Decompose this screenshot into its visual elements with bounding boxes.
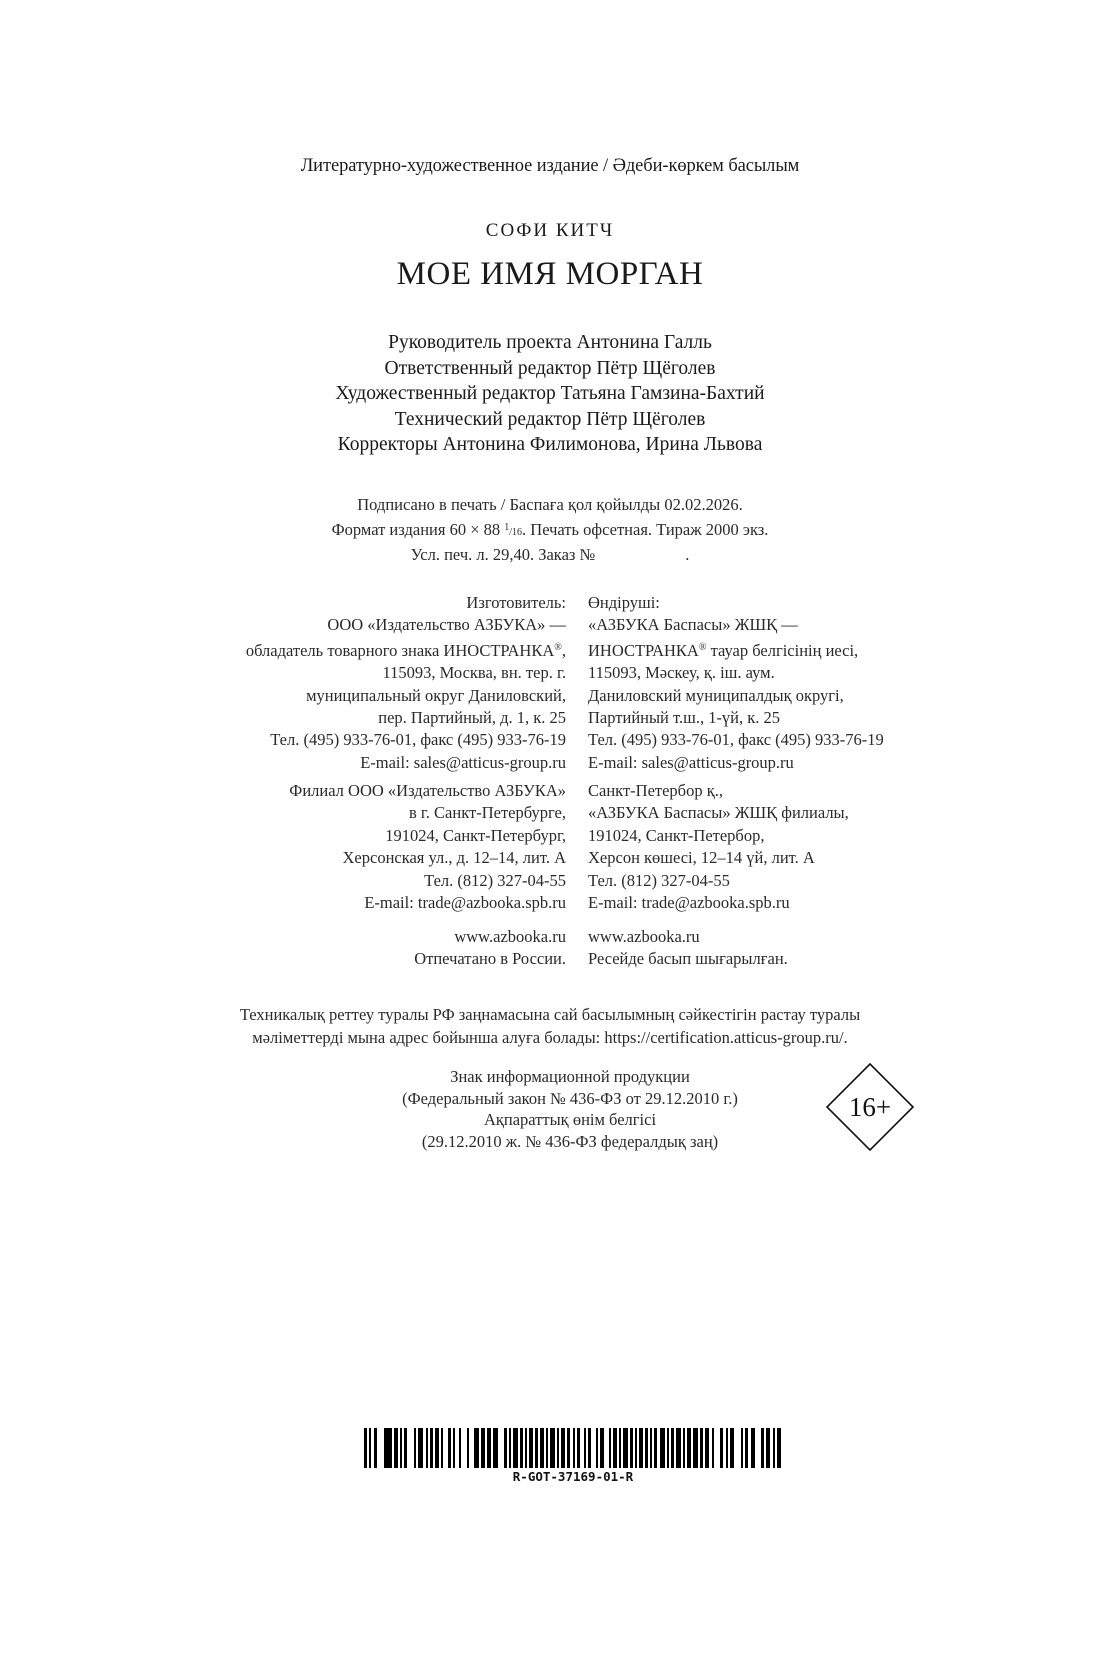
branch-name-kz: «АЗБУКА Баспасы» ЖШҚ филиалы,: [588, 803, 849, 823]
footer-kz: [588, 926, 788, 971]
registered-mark-icon: ®: [698, 641, 707, 653]
branch-street-kz: Херсон көшесі, 12–14 үй, лит. А: [588, 848, 815, 868]
printed-in-kz: Ресейде басып шығарылған.: [588, 949, 788, 969]
info-sign-title-ru: Знак информационной продукции: [450, 1067, 690, 1086]
branch-phone-kz: Тел. (812) 327-04-55: [588, 870, 730, 890]
manufacturer-district-kz: Даниловский муниципалдық округі,: [588, 685, 844, 705]
branch-postcode-kz: 191024, Санкт-Петербор,: [588, 825, 765, 845]
credit-managing-editor: Ответственный редактор Пётр Щёголев: [384, 357, 716, 379]
branch-ru: [289, 780, 566, 914]
age-rating-label: 16+: [848, 1092, 892, 1122]
info-sign-law-kz: (29.12.2010 ж. № 436-ФЗ федералдық заң): [421, 1131, 719, 1151]
credit-project-lead: Руководитель проекта Антонина Галль: [388, 332, 712, 353]
branch-name-ru: Филиал ООО «Издательство АЗБУКА»: [289, 781, 566, 800]
certification-notice: [0, 1003, 1100, 1049]
author-name: СОФИ КИТЧ: [485, 220, 615, 241]
manufacturer-phone-kz: Тел. (495) 933-76-01, факс (495) 933-76-19: [588, 730, 884, 750]
manufacturer-email-kz: E-mail: sales@atticus-group.ru: [588, 752, 794, 772]
barcode-code: R-GOT-37169-01-R: [512, 1469, 634, 1484]
manufacturer-phone-ru: Тел. (495) 933-76-01, факс (495) 933-76-19: [270, 730, 566, 750]
credit-art-editor: Художественный редактор Татьяна Гамзина-Бахтий: [335, 383, 765, 404]
branch-kz: [588, 780, 849, 914]
manufacturer-street-kz: Партийный т.ш., 1-үй, к. 25: [588, 708, 781, 728]
branch-city-kz: Санкт-Петербор қ.,: [588, 781, 723, 800]
manufacturer-trademark-ru: обладатель товарного знака ИНОСТРАНКА®,: [245, 640, 566, 660]
signed-date: Подписано в печать / Баспаға қол қойылды 02.02.2026.: [357, 495, 743, 514]
manufacturer-label-ru: Изготовитель:: [466, 593, 566, 612]
info-product-sign: [380, 1066, 760, 1152]
certification-line-1: Техникалық реттеу туралы РФ заңнамасына сай басылымның сәйкестігін растау туралы: [239, 1005, 861, 1024]
manufacturer-email-ru: E-mail: sales@atticus-group.ru: [360, 752, 566, 772]
branch-city-ru: в г. Санкт-Петербурге,: [408, 803, 566, 823]
registered-mark-icon: ®: [554, 641, 562, 653]
branch-phone-ru: Тел. (812) 327-04-55: [424, 870, 566, 890]
credit-technical-editor: Технический редактор Пётр Щёголев: [394, 408, 706, 430]
barcode-icon: [364, 1428, 782, 1468]
manufacturer-district-ru: муниципальный округ Даниловский,: [306, 685, 566, 705]
manufacturer-address-kz: 115093, Мәскеу, қ. іш. аум.: [588, 663, 775, 683]
credit-proofreaders: Корректоры Антонина Филимонова, Ирина Львова: [337, 434, 763, 455]
branch-street-ru: Херсонская ул., д. 12–14, лит. А: [342, 848, 566, 868]
info-sign-title-kz: Ақпараттық өнім белгісі: [483, 1110, 657, 1129]
branch-email-kz: E-mail: trade@azbooka.spb.ru: [588, 893, 790, 913]
book-title: МОЕ ИМЯ МОРГАН: [396, 256, 704, 292]
manufacturer-address-ru: 115093, Москва, вн. тер. г.: [382, 663, 566, 683]
manufacturer-street-ru: пер. Партийный, д. 1, к. 25: [378, 708, 566, 728]
genre-line: Литературно-художественное издание / Әдеби-көркем басылым: [300, 156, 800, 176]
print-info-block: [0, 494, 1100, 567]
sheets-order-line: Усл. печ. л. 29,40. Заказ № .: [410, 545, 690, 564]
manufacturer-kz: [588, 592, 884, 774]
credits-block: [0, 330, 1100, 458]
format-line: Формат издания 60 × 88 $^1$/16. Печать офсетная. Тираж 2000 экз.: [331, 519, 769, 539]
manufacturer-company-kz: «АЗБУКА Баспасы» ЖШҚ —: [588, 615, 798, 635]
printed-in-ru: Отпечатано в России.: [414, 949, 566, 969]
manufacturer-trademark-kz: ИНОСТРАНКА® тауар белгісінің иесі,: [588, 640, 859, 660]
branch-email-ru: E-mail: trade@azbooka.spb.ru: [364, 893, 566, 913]
info-sign-law-ru: (Федеральный закон № 436-ФЗ от 29.12.2010 г.): [402, 1088, 738, 1108]
manufacturer-ru: [246, 592, 566, 774]
website-ru: www.azbooka.ru: [454, 927, 566, 946]
certification-line-2: мәліметтерді мына адрес бойынша алуға болады: https://certification.atticus-group.ru/.: [252, 1028, 848, 1047]
age-rating-badge: [826, 1063, 914, 1151]
branch-postcode-ru: 191024, Санкт-Петербург,: [385, 825, 566, 845]
manufacturer-company-ru: ООО «Издательство АЗБУКА» —: [327, 615, 566, 635]
website-kz: www.azbooka.ru: [588, 927, 700, 946]
footer-ru: [414, 926, 566, 971]
manufacturer-label-kz: Өндіруші:: [588, 593, 660, 612]
